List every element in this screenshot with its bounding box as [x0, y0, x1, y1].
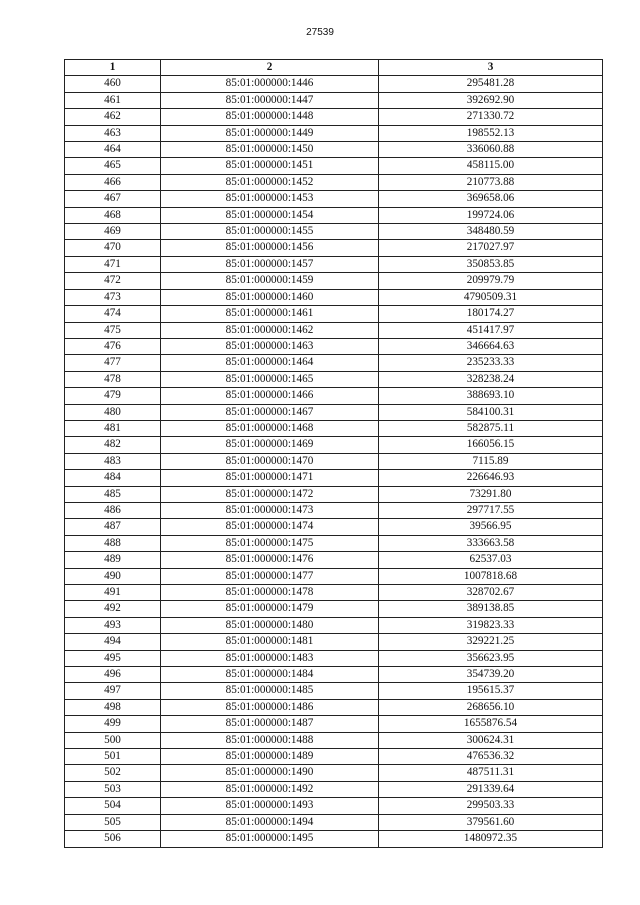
table-header-row [65, 60, 603, 76]
row-number-cell: 492 [65, 601, 161, 617]
table-row [65, 191, 603, 207]
cadastral-number-cell: 85:01:000000:1464 [161, 355, 379, 371]
cadastral-number-cell: 85:01:000000:1450 [161, 142, 379, 158]
row-number-cell: 503 [65, 781, 161, 797]
cadastral-number-cell: 85:01:000000:1451 [161, 158, 379, 174]
row-number-cell: 472 [65, 273, 161, 289]
value-cell: 379561.60 [379, 814, 603, 830]
value-cell: 458115.00 [379, 158, 603, 174]
cadastral-number-cell: 85:01:000000:1480 [161, 617, 379, 633]
value-cell: 199724.06 [379, 207, 603, 223]
row-number-cell: 467 [65, 191, 161, 207]
row-number-cell: 490 [65, 568, 161, 584]
cadastral-number-cell: 85:01:000000:1460 [161, 289, 379, 305]
table-row [65, 289, 603, 305]
value-cell: 209979.79 [379, 273, 603, 289]
cadastral-number-cell: 85:01:000000:1452 [161, 174, 379, 190]
table-row [65, 306, 603, 322]
row-number-cell: 501 [65, 749, 161, 765]
table-row [65, 92, 603, 108]
cadastral-number-cell: 85:01:000000:1478 [161, 585, 379, 601]
column-header-2: 2 [161, 60, 379, 76]
row-number-cell: 463 [65, 125, 161, 141]
row-number-cell: 494 [65, 634, 161, 650]
cadastral-number-cell: 85:01:000000:1485 [161, 683, 379, 699]
value-cell: 356623.95 [379, 650, 603, 666]
cadastral-number-cell: 85:01:000000:1473 [161, 502, 379, 518]
value-cell: 328702.67 [379, 585, 603, 601]
column-header-3: 3 [379, 60, 603, 76]
table-row [65, 699, 603, 715]
table-row [65, 502, 603, 518]
cadastral-number-cell: 85:01:000000:1453 [161, 191, 379, 207]
row-number-cell: 464 [65, 142, 161, 158]
cadastral-number-cell: 85:01:000000:1489 [161, 749, 379, 765]
row-number-cell: 461 [65, 92, 161, 108]
value-cell: 198552.13 [379, 125, 603, 141]
row-number-cell: 482 [65, 437, 161, 453]
row-number-cell: 497 [65, 683, 161, 699]
row-number-cell: 466 [65, 174, 161, 190]
value-cell: 210773.88 [379, 174, 603, 190]
cadastral-number-cell: 85:01:000000:1462 [161, 322, 379, 338]
table-row [65, 76, 603, 92]
value-cell: 336060.88 [379, 142, 603, 158]
table-row [65, 338, 603, 354]
cadastral-number-cell: 85:01:000000:1455 [161, 224, 379, 240]
table-row [65, 634, 603, 650]
cadastral-number-cell: 85:01:000000:1484 [161, 667, 379, 683]
row-number-cell: 505 [65, 814, 161, 830]
value-cell: 1655876.54 [379, 716, 603, 732]
table-row [65, 749, 603, 765]
row-number-cell: 473 [65, 289, 161, 305]
value-cell: 319823.33 [379, 617, 603, 633]
value-cell: 584100.31 [379, 404, 603, 420]
value-cell: 388693.10 [379, 388, 603, 404]
value-cell: 333663.58 [379, 535, 603, 551]
table-row [65, 601, 603, 617]
row-number-cell: 506 [65, 831, 161, 847]
value-cell: 7115.89 [379, 453, 603, 469]
row-number-cell: 460 [65, 76, 161, 92]
table-row [65, 453, 603, 469]
table-row [65, 831, 603, 847]
value-cell: 271330.72 [379, 109, 603, 125]
table-row [65, 552, 603, 568]
table-row [65, 470, 603, 486]
cadastral-number-cell: 85:01:000000:1481 [161, 634, 379, 650]
value-cell: 300624.31 [379, 732, 603, 748]
row-number-cell: 468 [65, 207, 161, 223]
cadastral-number-cell: 85:01:000000:1486 [161, 699, 379, 715]
cadastral-number-cell: 85:01:000000:1465 [161, 371, 379, 387]
value-cell: 350853.85 [379, 256, 603, 272]
table-row [65, 617, 603, 633]
row-number-cell: 489 [65, 552, 161, 568]
cadastral-number-cell: 85:01:000000:1476 [161, 552, 379, 568]
table-row [65, 765, 603, 781]
table-row [65, 420, 603, 436]
table-row [65, 125, 603, 141]
cadastral-number-cell: 85:01:000000:1459 [161, 273, 379, 289]
row-number-cell: 477 [65, 355, 161, 371]
cadastral-number-cell: 85:01:000000:1469 [161, 437, 379, 453]
row-number-cell: 499 [65, 716, 161, 732]
value-cell: 1480972.35 [379, 831, 603, 847]
value-cell: 180174.27 [379, 306, 603, 322]
row-number-cell: 502 [65, 765, 161, 781]
row-number-cell: 469 [65, 224, 161, 240]
table-row [65, 585, 603, 601]
cadastral-number-cell: 85:01:000000:1483 [161, 650, 379, 666]
cadastral-number-cell: 85:01:000000:1479 [161, 601, 379, 617]
value-cell: 39566.95 [379, 519, 603, 535]
value-cell: 4790509.31 [379, 289, 603, 305]
table-row [65, 716, 603, 732]
cadastral-number-cell: 85:01:000000:1472 [161, 486, 379, 502]
value-cell: 582875.11 [379, 420, 603, 436]
cadastral-number-cell: 85:01:000000:1490 [161, 765, 379, 781]
cadastral-number-cell: 85:01:000000:1456 [161, 240, 379, 256]
table-row [65, 388, 603, 404]
column-header-1: 1 [65, 60, 161, 76]
row-number-cell: 493 [65, 617, 161, 633]
table-row [65, 814, 603, 830]
cadastral-number-cell: 85:01:000000:1471 [161, 470, 379, 486]
value-cell: 297717.55 [379, 502, 603, 518]
cadastral-number-cell: 85:01:000000:1477 [161, 568, 379, 584]
table-row [65, 519, 603, 535]
table-row [65, 109, 603, 125]
cadastral-number-cell: 85:01:000000:1492 [161, 781, 379, 797]
register-table [64, 59, 603, 848]
value-cell: 389138.85 [379, 601, 603, 617]
cadastral-number-cell: 85:01:000000:1467 [161, 404, 379, 420]
table-row [65, 437, 603, 453]
value-cell: 354739.20 [379, 667, 603, 683]
row-number-cell: 500 [65, 732, 161, 748]
value-cell: 392692.90 [379, 92, 603, 108]
table-row [65, 158, 603, 174]
table-row [65, 781, 603, 797]
row-number-cell: 470 [65, 240, 161, 256]
value-cell: 195615.37 [379, 683, 603, 699]
cadastral-number-cell: 85:01:000000:1468 [161, 420, 379, 436]
row-number-cell: 465 [65, 158, 161, 174]
row-number-cell: 480 [65, 404, 161, 420]
row-number-cell: 488 [65, 535, 161, 551]
cadastral-number-cell: 85:01:000000:1461 [161, 306, 379, 322]
row-number-cell: 504 [65, 798, 161, 814]
table-row [65, 404, 603, 420]
cadastral-number-cell: 85:01:000000:1457 [161, 256, 379, 272]
table-row [65, 683, 603, 699]
value-cell: 1007818.68 [379, 568, 603, 584]
value-cell: 166056.15 [379, 437, 603, 453]
value-cell: 299503.33 [379, 798, 603, 814]
value-cell: 329221.25 [379, 634, 603, 650]
table-row [65, 798, 603, 814]
row-number-cell: 476 [65, 338, 161, 354]
table-row [65, 732, 603, 748]
cadastral-number-cell: 85:01:000000:1488 [161, 732, 379, 748]
row-number-cell: 496 [65, 667, 161, 683]
cadastral-number-cell: 85:01:000000:1466 [161, 388, 379, 404]
row-number-cell: 487 [65, 519, 161, 535]
cadastral-number-cell: 85:01:000000:1449 [161, 125, 379, 141]
table-row [65, 256, 603, 272]
table-row [65, 568, 603, 584]
value-cell: 217027.97 [379, 240, 603, 256]
cadastral-number-cell: 85:01:000000:1454 [161, 207, 379, 223]
row-number-cell: 471 [65, 256, 161, 272]
table-row [65, 667, 603, 683]
value-cell: 73291.80 [379, 486, 603, 502]
value-cell: 487511.31 [379, 765, 603, 781]
cadastral-number-cell: 85:01:000000:1474 [161, 519, 379, 535]
table-row [65, 224, 603, 240]
cadastral-number-cell: 85:01:000000:1463 [161, 338, 379, 354]
cadastral-number-cell: 85:01:000000:1448 [161, 109, 379, 125]
table-row [65, 486, 603, 502]
table-row [65, 371, 603, 387]
value-cell: 291339.64 [379, 781, 603, 797]
value-cell: 348480.59 [379, 224, 603, 240]
row-number-cell: 475 [65, 322, 161, 338]
value-cell: 62537.03 [379, 552, 603, 568]
cadastral-number-cell: 85:01:000000:1495 [161, 831, 379, 847]
value-cell: 235233.33 [379, 355, 603, 371]
row-number-cell: 484 [65, 470, 161, 486]
table-row [65, 322, 603, 338]
table-body [65, 76, 603, 847]
row-number-cell: 485 [65, 486, 161, 502]
value-cell: 476536.32 [379, 749, 603, 765]
value-cell: 295481.28 [379, 76, 603, 92]
row-number-cell: 474 [65, 306, 161, 322]
table-row [65, 207, 603, 223]
value-cell: 451417.97 [379, 322, 603, 338]
value-cell: 268656.10 [379, 699, 603, 715]
table-row [65, 240, 603, 256]
table-row [65, 273, 603, 289]
value-cell: 328238.24 [379, 371, 603, 387]
value-cell: 346664.63 [379, 338, 603, 354]
row-number-cell: 481 [65, 420, 161, 436]
row-number-cell: 498 [65, 699, 161, 715]
table-row [65, 142, 603, 158]
value-cell: 226646.93 [379, 470, 603, 486]
row-number-cell: 478 [65, 371, 161, 387]
row-number-cell: 462 [65, 109, 161, 125]
cadastral-number-cell: 85:01:000000:1493 [161, 798, 379, 814]
value-cell: 369658.06 [379, 191, 603, 207]
table-row [65, 650, 603, 666]
cadastral-number-cell: 85:01:000000:1446 [161, 76, 379, 92]
page-number: 27539 [306, 27, 334, 38]
cadastral-number-cell: 85:01:000000:1470 [161, 453, 379, 469]
cadastral-number-cell: 85:01:000000:1475 [161, 535, 379, 551]
cadastral-number-cell: 85:01:000000:1487 [161, 716, 379, 732]
table-row [65, 174, 603, 190]
cadastral-number-cell: 85:01:000000:1494 [161, 814, 379, 830]
table-row [65, 355, 603, 371]
row-number-cell: 486 [65, 502, 161, 518]
table-row [65, 535, 603, 551]
cadastral-number-cell: 85:01:000000:1447 [161, 92, 379, 108]
row-number-cell: 491 [65, 585, 161, 601]
row-number-cell: 479 [65, 388, 161, 404]
row-number-cell: 495 [65, 650, 161, 666]
row-number-cell: 483 [65, 453, 161, 469]
